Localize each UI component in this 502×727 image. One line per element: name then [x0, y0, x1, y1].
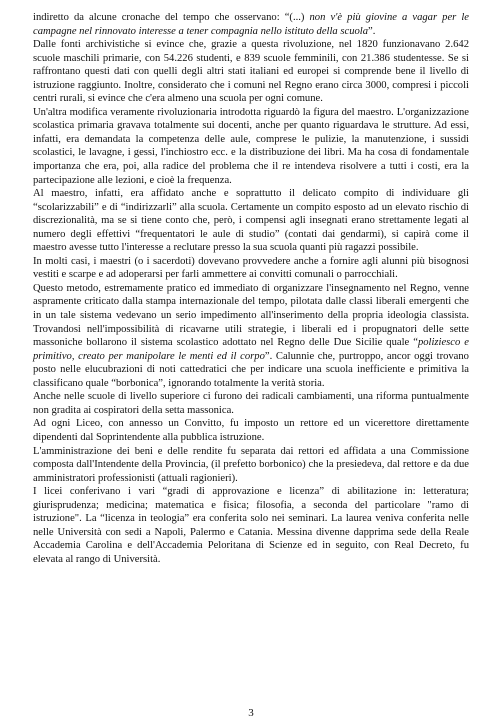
paragraph: [33, 187, 469, 255]
text-run: Dalle fonti archivistiche si evince che, grazie a questa rivoluzione, nel 1820 funzionavano 2.642 scuole maschili primarie, con 54.226 studenti, e 839 scuole femminili, con 21.386 studentesse. Se si raffrontano questi dati con quelli degli altri stati italiani ed europei si comprende bene il livello di istruzione raggiunto. Inoltre, considerato che i comuni nel Regno erano circa 3000, compresi i piccoli centri rurali, si evince che c'era almeno una scuola per ogni comune.: [33, 39, 469, 105]
text-run: indiretto da alcune cronache del tempo che osservano: “(...): [33, 12, 310, 23]
paragraph: [33, 255, 469, 282]
paragraph: [33, 390, 469, 417]
text-run: ”.: [368, 25, 376, 37]
text-run: Ad ogni Liceo, con annesso un Convitto, fu imposto un rettore ed un vicerettore direttamente dipendenti dal Soprintendente alla pubblica istruzione.: [33, 418, 469, 443]
text-run: Anche nelle scuole di livello superiore ci furono dei radicali cambiamenti, una riforma puntualmente non gradita ai cospiratori della setta massonica.: [33, 391, 469, 416]
text-run: ”. Calunnie che, purtroppo, ancor oggi trovano posto nelle elucubrazioni di noti cattedratici che per indicare una scuola inefficiente e primitiva la classificano quale “borbonica”, ignorando totalmente la verità storia.: [33, 350, 469, 389]
paragraph: [33, 485, 469, 566]
paragraph: [33, 106, 469, 187]
quote-italic: poliziesco e primitivo, creato per manipolare le menti ed il corpo: [33, 337, 469, 362]
text-run: L'amministrazione dei beni e delle rendite fu separata dai rettori ed affidata a una Commissione composta dall'Intendente della Provincia, (il prefetto borbonico) che la presiedeva, dal rettore e da due amministratori professionisti (attuali ragionieri).: [33, 445, 469, 484]
text-run: Al maestro, infatti, era affidato anche e soprattutto il delicato compito di individuare gli “scolarizzabili” e di “indirizzarli” alla scuola. Certamente un compito esposto ad un elevato rischio di discrezionalità, ma se si tiene conto che, però, i compensi agli insegnati erano strettamente legati al numero degli effettivi “frequentatori le aule di studio” (contati dai gendarmi), si capirà come il maestro avesse tutto l'interesse a reclutare presso la sua scuola quanti più ragazzi possibile.: [33, 188, 469, 254]
paragraph: [33, 282, 469, 390]
paragraph: [33, 445, 469, 486]
quote-italic: non v'è più giovine a vagar per le campagne nel rinnovato interesse a tener compagnia nello istituto della scuola: [33, 12, 469, 37]
text-run: In molti casi, i maestri (o i sacerdoti) dovevano provvedere anche a fornire agli alunni più bisognosi vestiti e scarpe e ad adoperarsi per farli ammettere ai convitti comunali o parrocchiali.: [33, 255, 469, 281]
paragraph: [33, 417, 469, 444]
text-run: Questo metodo, estremamente pratico ed immediato di organizzare l'insegnamento nel Regno, venne aspramente criticato dalla stampa internazionale del tempo, pilotata dalle classi liberali emergenti che in un tale sistema vedevano un serio impedimento all'inserimento della propria ideologia classista. Trovandosi nell'impossibilità di ricavarne utili strategie, i liberali ed i propugnatori delle sette massoniche bollarono il sistema scolastico adottato nel Regno delle Due Sicilie quale “: [33, 282, 469, 349]
text-run: Un'altra modifica veramente rivoluzionaria introdotta riguardò la figura del maestro. L'organizzazione scolastica primaria gravava totalmente sui docenti, anche per quanto riguardava le strutture. Ad essi, infatti, era demandata la competenza delle aule, comprese le pulizie, la manutenzione, i sussidi scolastici, le lavagne, i gessi, l'inchiostro ecc. e la distribuzione dei libri. Ma ha cosa di fondamentale importanza che era, poi, alla radice del problema che il re intendeva risolvere a tutti i costi, era la partecipazione alle lezioni, e cioè la frequenza.: [33, 106, 469, 186]
paragraph: [33, 38, 469, 106]
page-number: 3: [248, 707, 254, 719]
paragraph: [33, 11, 469, 38]
text-run: I licei conferivano i vari “gradi di approvazione e licenza” di abilitazione in: letteratura; giurisprudenza; medicina; matematica e fisica; filosofia, a seconda del particolare "ramo di istruzione". La “licenza in teologia” era conferita solo nei seminari. La laurea veniva conferita nelle nelle Università con sedi a Napoli, Palermo e Catania. Messina divenne dapprima sede della Reale Accademia Carolina e dell'Accademia Peloritana di Scienze ed in seguito, con Real Decreto, fu elevata al rango di Università.: [33, 486, 469, 565]
